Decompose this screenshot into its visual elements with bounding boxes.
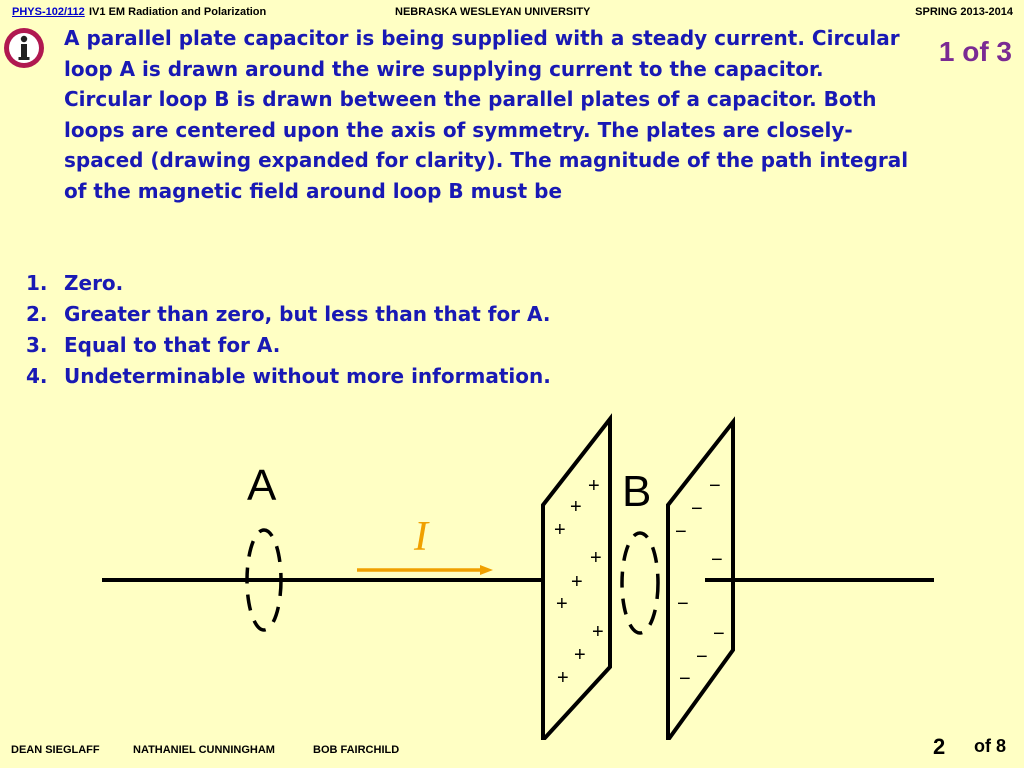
choice-number: 1. [26,271,48,295]
minus-charge: − [675,521,687,543]
minus-charge: − [679,668,691,690]
minus-charge: − [696,646,708,668]
choice-text: Greater than zero, but less than that for A. [64,302,551,326]
choice-text: Undeterminable without more information. [64,364,551,388]
course-link[interactable]: PHYS-102/112 [12,6,85,18]
answer-choice[interactable] [26,268,551,299]
author-name: NATHANIEL CUNNINGHAM [133,744,275,756]
author-name: DEAN SIEGLAFF [11,744,100,756]
loop-b-label: B [622,467,652,516]
minus-charge: − [711,549,723,571]
plus-charge: + [588,475,600,497]
minus-charge: − [677,593,689,615]
term-label: SPRING 2013-2014 [915,6,1013,18]
footer [0,734,1024,768]
capacitor-diagram [0,400,1024,740]
header [0,4,1024,20]
answer-choice[interactable] [26,299,551,330]
info-icon[interactable] [2,26,46,70]
question-text: A parallel plate capacitor is being supplied with a steady current. Circular loop A is drawn around the wire supplying current to the capacitor. Circular loop B is drawn between the parallel plates of a capacitor. Both loops are centered upon the axis of symmetry. The plates are closely-spaced (drawing expanded for clarity). The magnitude of the path integral of the magnetic field around loop B must be [64,26,909,203]
choice-number: 4. [26,364,48,388]
course-title: IV1 EM Radiation and Polarization [89,6,267,18]
minus-charge: − [691,498,703,520]
minus-charge: − [709,475,721,497]
choice-number: 3. [26,333,48,357]
plus-charge: + [592,621,604,643]
page-total: of 8 [974,736,1007,756]
choice-text: Zero. [64,271,124,295]
answer-choice[interactable] [26,361,551,392]
loop-b [622,533,658,633]
choice-number: 2. [26,302,48,326]
answer-choice[interactable] [26,330,551,361]
answer-choices [26,268,551,392]
current-arrowhead [480,565,493,575]
slide-counter: 1 of 3 [938,36,1012,67]
page-number: 2 [933,734,946,759]
plus-charge: + [556,593,568,615]
university-name: NEBRASKA WESLEYAN UNIVERSITY [395,6,591,18]
author-name: BOB FAIRCHILD [313,744,400,756]
minus-charge: − [713,623,725,645]
plus-charge: + [590,547,602,569]
choice-text: Equal to that for A. [64,333,281,357]
loop-a-label: A [247,461,277,510]
plus-charge: + [574,644,586,666]
plus-charge: + [554,519,566,541]
plus-charge: + [571,571,583,593]
current-label: I [414,514,428,560]
plus-charge: + [557,667,569,689]
plus-charge: + [570,496,582,518]
